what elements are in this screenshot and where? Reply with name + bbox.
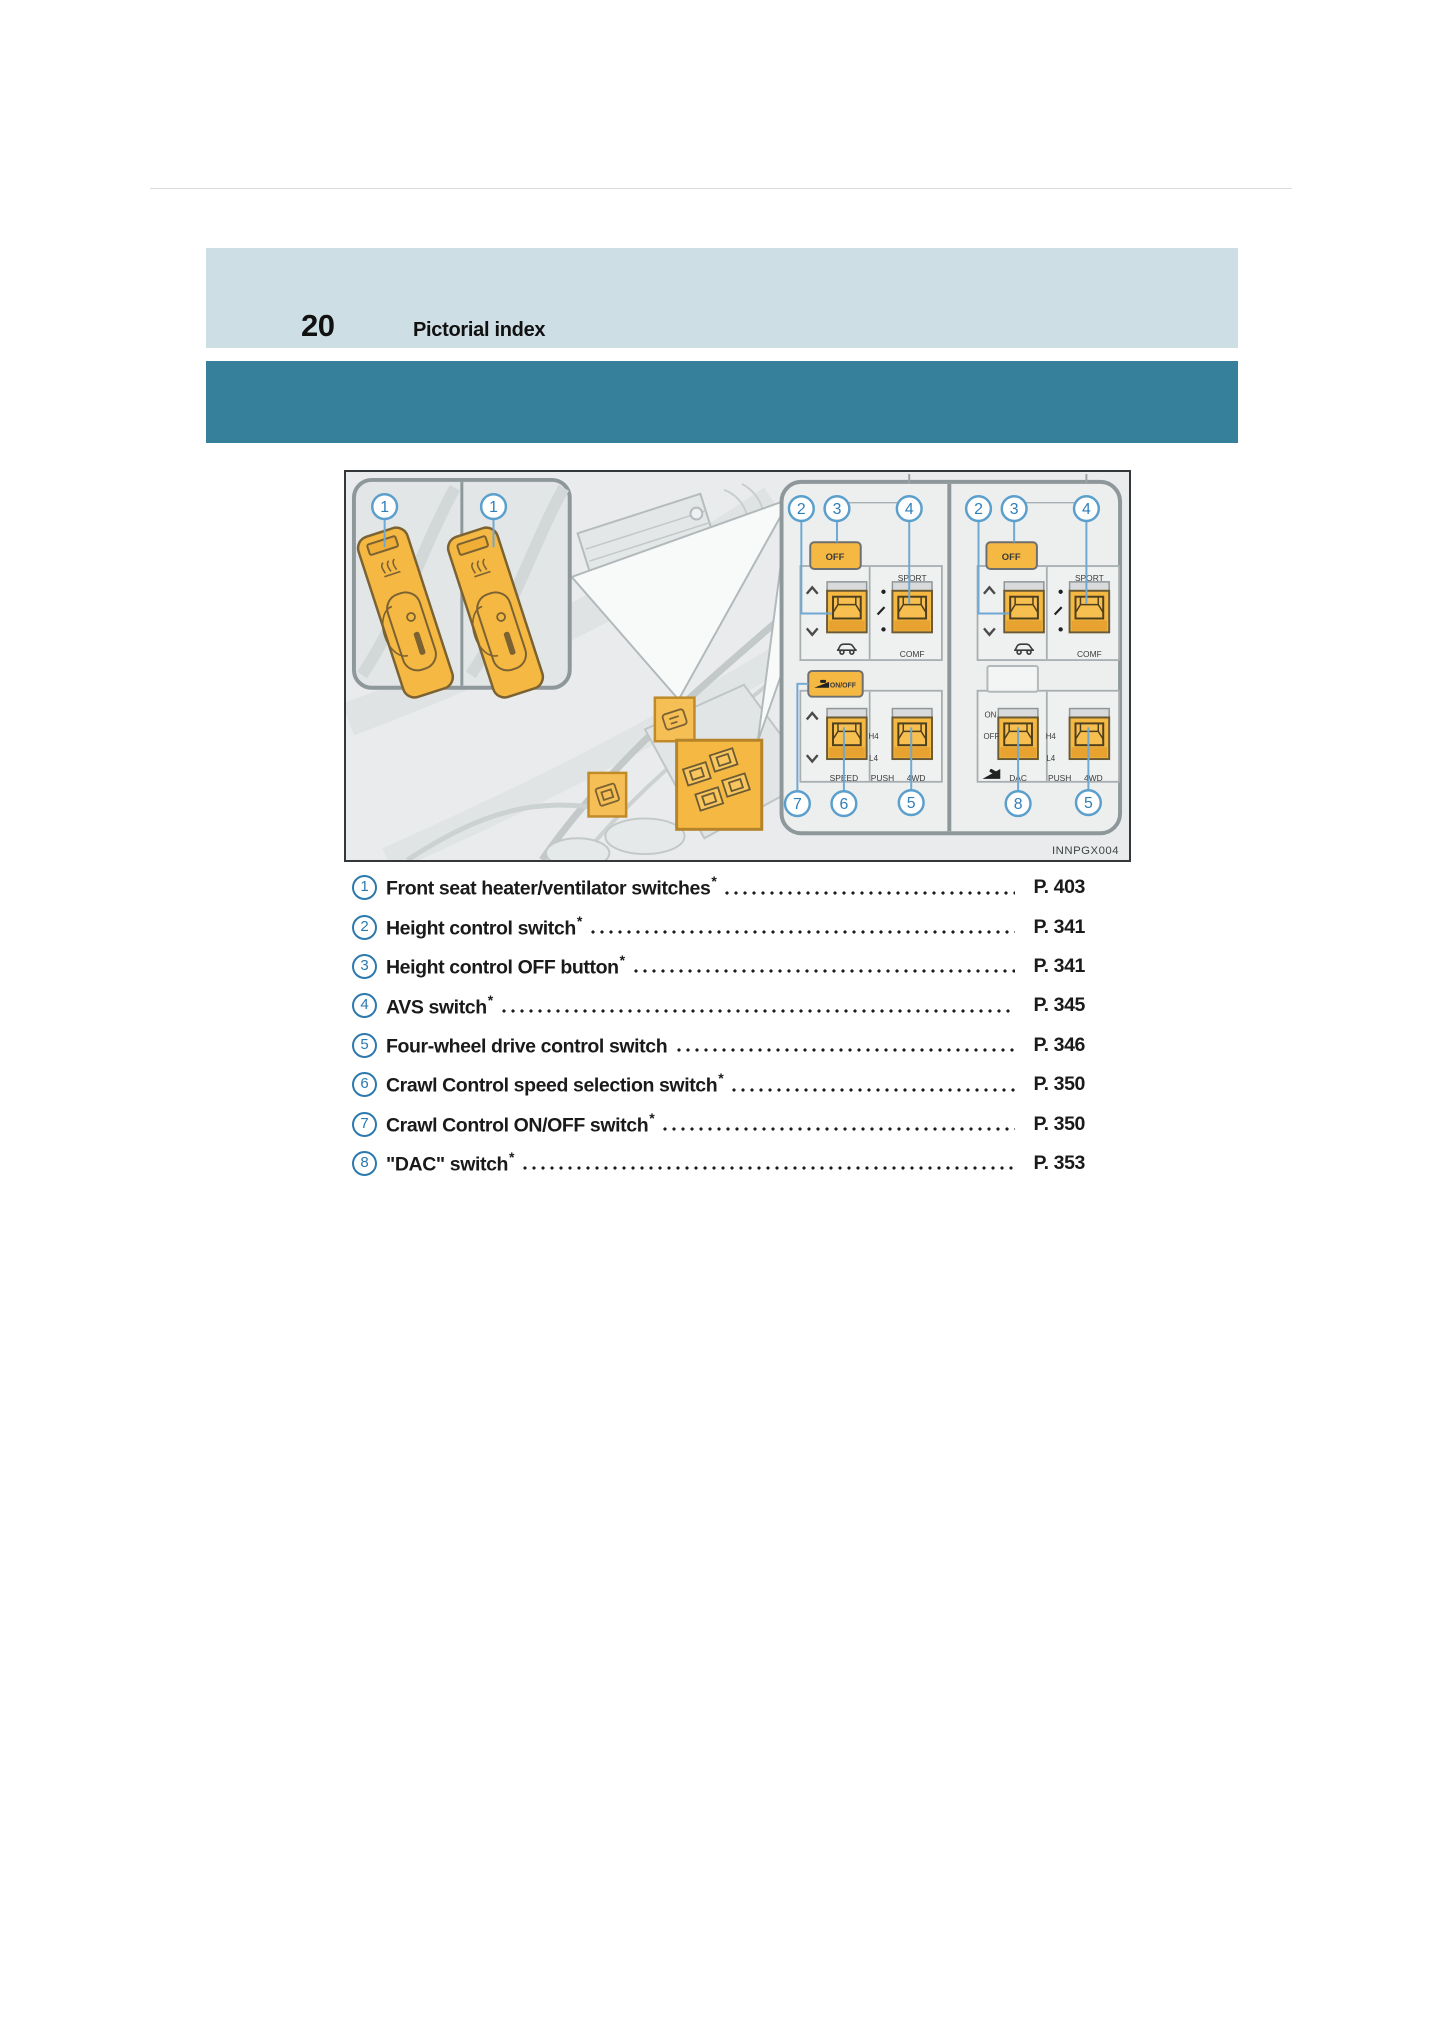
label-h4: H4 xyxy=(868,732,879,742)
fourwd-rocker-2 xyxy=(1070,709,1110,759)
callout-8 xyxy=(1006,791,1031,816)
dot-leader xyxy=(725,891,1015,895)
callout-4 xyxy=(897,496,922,521)
callout-3 xyxy=(825,496,850,521)
highlight-box-phone xyxy=(655,698,695,742)
legend-number-badge: 6 xyxy=(352,1072,377,1097)
page-header xyxy=(206,248,1238,348)
svg-text:4: 4 xyxy=(1081,501,1091,519)
asterisk: * xyxy=(718,1070,724,1087)
callout-5 xyxy=(1076,790,1101,815)
label-dac: DAC xyxy=(1009,772,1027,783)
dot-leader xyxy=(634,969,1015,973)
legend-number-badge: 3 xyxy=(352,954,377,979)
legend-page-ref: P. 403 xyxy=(1033,876,1085,899)
crawl-speed-rocker xyxy=(827,709,867,759)
legend-item-5 xyxy=(352,1026,1085,1065)
legend-number-badge: 4 xyxy=(352,993,377,1018)
svg-text:5: 5 xyxy=(1083,795,1093,813)
svg-text:7: 7 xyxy=(792,796,802,814)
legend-label: Height control OFF button* xyxy=(386,952,625,979)
height-control-off-button xyxy=(810,542,860,569)
accent-bar xyxy=(206,361,1238,443)
figure-code: INNPGX004 xyxy=(1052,845,1120,858)
callout-5 xyxy=(899,790,924,815)
label-off: OFF xyxy=(983,732,1000,742)
asterisk: * xyxy=(711,873,717,890)
svg-text:8: 8 xyxy=(1013,796,1023,814)
label-sport: SPORT xyxy=(1074,572,1104,583)
legend-number-badge: 1 xyxy=(352,875,377,900)
legend-page-ref: P. 341 xyxy=(1033,915,1085,938)
legend-item-8 xyxy=(352,1144,1085,1183)
svg-text:2: 2 xyxy=(796,501,806,519)
page-number: 20 xyxy=(301,308,335,343)
svg-text:2: 2 xyxy=(974,501,983,519)
callout-3 xyxy=(1002,496,1027,521)
label-push: PUSH xyxy=(1047,772,1072,783)
legend-page-ref: P. 350 xyxy=(1033,1112,1085,1135)
label-l4: L4 xyxy=(1046,754,1056,764)
legend-page-ref: P. 353 xyxy=(1033,1151,1085,1174)
avs-rocker-2 xyxy=(1070,582,1110,632)
legend-item-4 xyxy=(352,986,1085,1025)
asterisk: * xyxy=(509,1149,515,1166)
dot-leader xyxy=(677,1048,1015,1052)
legend-page-ref: P. 341 xyxy=(1033,954,1085,977)
legend-label: AVS switch* xyxy=(386,991,493,1019)
legend-item-6 xyxy=(352,1065,1085,1104)
legend-label: Crawl Control ON/OFF switch* xyxy=(386,1109,655,1137)
label-h4: H4 xyxy=(1045,732,1056,742)
svg-text:6: 6 xyxy=(839,796,849,814)
page-top-rule xyxy=(150,188,1292,189)
svg-text:3: 3 xyxy=(832,501,842,519)
label-4wd: 4WD xyxy=(906,772,926,783)
pictorial-diagram xyxy=(344,470,1131,862)
height-control-rocker xyxy=(827,582,867,632)
label-push: PUSH xyxy=(870,772,895,783)
svg-text:5: 5 xyxy=(906,795,916,813)
dot-leader xyxy=(523,1166,1015,1170)
dot-leader xyxy=(502,1009,1015,1013)
asterisk: * xyxy=(576,912,582,929)
callout-2 xyxy=(966,496,991,521)
legend-label: Four-wheel drive control switch xyxy=(386,1035,668,1058)
legend-number-badge: 2 xyxy=(352,915,377,940)
svg-text:3: 3 xyxy=(1009,501,1019,519)
legend-label: "DAC" switch* xyxy=(386,1149,515,1176)
height-control-rocker-2 xyxy=(1004,582,1044,632)
label-on: ON xyxy=(984,710,997,720)
off-button-label: OFF xyxy=(825,551,845,563)
svg-text:1: 1 xyxy=(489,499,498,517)
height-control-off-button-2 xyxy=(986,542,1036,569)
legend-item-2 xyxy=(352,907,1085,946)
dot-leader xyxy=(591,930,1015,934)
asterisk: * xyxy=(487,991,493,1008)
zoom-wedge-right xyxy=(758,559,782,741)
legend-number-badge: 8 xyxy=(352,1151,377,1176)
callout-6 xyxy=(832,791,857,816)
legend-number-badge: 7 xyxy=(352,1112,377,1137)
switch-panel-box xyxy=(782,474,1121,833)
legend-page-ref: P. 350 xyxy=(1033,1073,1085,1096)
label-sport: SPORT xyxy=(897,572,927,583)
dot-leader xyxy=(732,1088,1015,1092)
label-4wd: 4WD xyxy=(1083,772,1103,783)
legend-page-ref: P. 345 xyxy=(1033,994,1085,1017)
legend-label: Crawl Control speed selection switch* xyxy=(386,1070,724,1097)
asterisk: * xyxy=(619,952,625,969)
section-title: Pictorial index xyxy=(413,319,546,341)
callout-2 xyxy=(789,496,814,521)
callout-7 xyxy=(785,791,810,816)
callout-1 xyxy=(372,494,397,519)
callout-1 xyxy=(481,494,506,519)
label-speed: SPEED xyxy=(829,772,859,783)
legend-page-ref: P. 346 xyxy=(1033,1033,1085,1056)
highlight-box-switch xyxy=(589,773,627,817)
blank-switch-slot xyxy=(987,666,1037,692)
highlight-box-console-switches xyxy=(677,740,762,829)
legend-item-1 xyxy=(352,868,1085,907)
legend-item-7 xyxy=(352,1104,1085,1143)
label-l4: L4 xyxy=(869,754,878,764)
avs-rocker xyxy=(892,582,932,632)
legend-item-3 xyxy=(352,947,1085,986)
onoff-button-label: ON/OFF xyxy=(829,682,856,690)
legend-label: Height control switch* xyxy=(386,912,582,940)
label-comf: COMF xyxy=(1076,649,1102,660)
legend-list xyxy=(352,868,1085,1183)
legend-label: Front seat heater/ventilator switches* xyxy=(386,873,717,900)
asterisk: * xyxy=(649,1109,655,1126)
legend-number-badge: 5 xyxy=(352,1033,377,1058)
pictorial-diagram-svg xyxy=(346,472,1129,860)
label-comf: COMF xyxy=(899,649,925,660)
svg-text:1: 1 xyxy=(380,499,390,517)
callout-4 xyxy=(1074,496,1099,521)
dot-leader xyxy=(663,1127,1015,1131)
off-button-label: OFF xyxy=(1001,551,1021,563)
svg-text:4: 4 xyxy=(904,501,914,519)
crawl-onoff-button xyxy=(808,671,862,697)
